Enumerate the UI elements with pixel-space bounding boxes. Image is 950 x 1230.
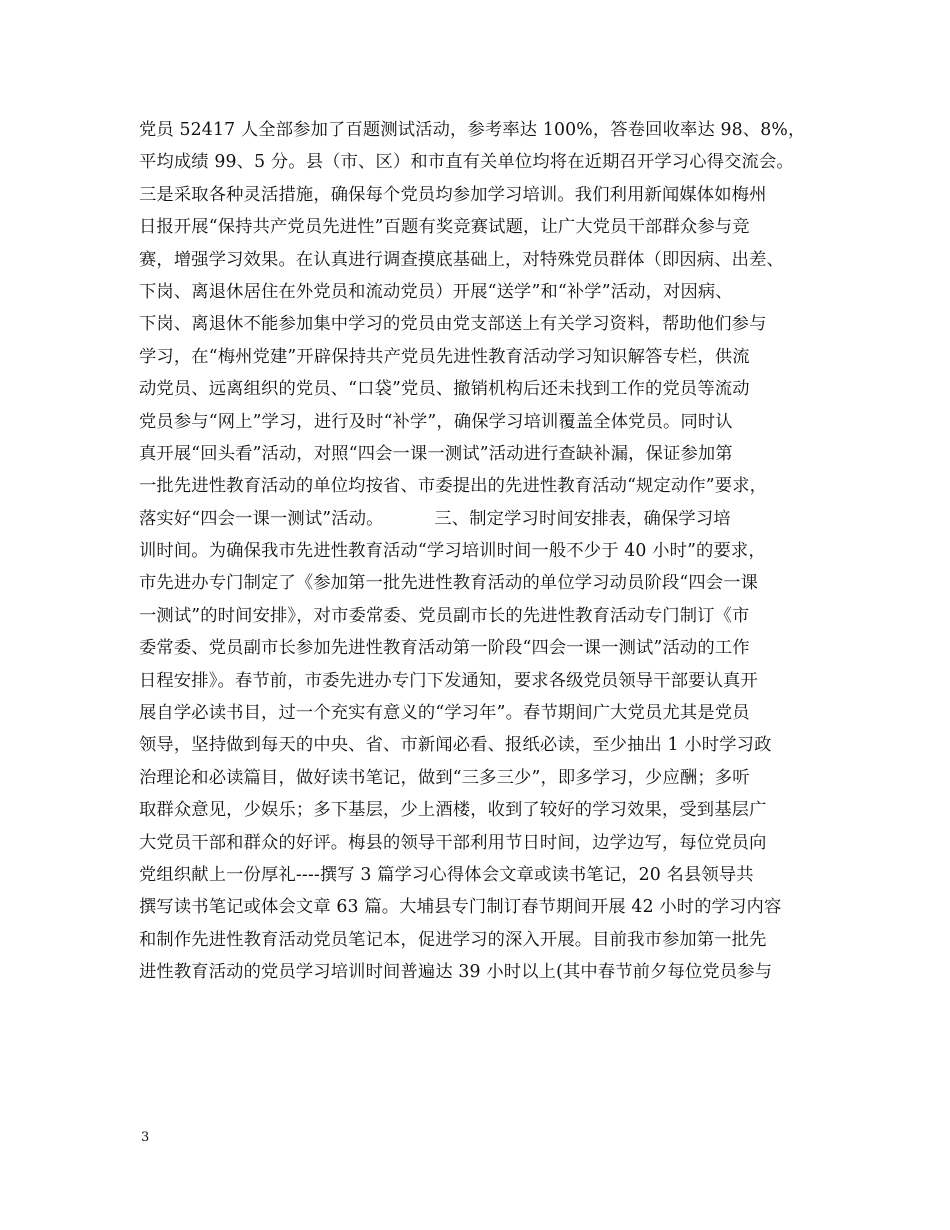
text-line: 学习，在“梅州党建”开辟保持共产党员先进性教育活动学习知识解答专栏，供流 [139, 346, 750, 367]
body-text [139, 114, 829, 989]
text-line: 进性教育活动的党员学习培训时间普遍达 39 小时以上(其中春节前夕每位党员参与 [139, 962, 773, 983]
text-line: 落实好“四会一课一测试”活动。 三、制定学习时间安排表，确保学习培 [139, 508, 731, 529]
text-line: 撰写读书笔记或体会文章 63 篇。大埔县专门制订春节期间开展 42 小时的学习内容 [139, 897, 782, 918]
text-line: 市先进办专门制定了《参加第一批先进性教育活动的单位学习动员阶段“四会一课 [139, 573, 759, 594]
text-line: 党组织献上一份厚礼----撰写 3 篇学习心得体会文章或读书笔记，20 名县领导共 [139, 864, 754, 885]
text-line: 取群众意见，少娱乐；多下基层，少上酒楼，收到了较好的学习效果，受到基层广 [139, 800, 767, 821]
text-line: 一测试”的时间安排》，对市委常委、党员副市长的先进性教育活动专门制订《市 [139, 605, 750, 626]
text-line: 下岗、离退休居住在外党员和流动党员）开展“送学”和“补学”活动，对因病、 [139, 281, 733, 302]
text-line: 和制作先进性教育活动党员笔记本，促进学习的深入开展。目前我市参加第一批先 [139, 929, 767, 950]
text-line: 领导，坚持做到每天的中央、省、市新闻必看、报纸必读，至少抽出 1 小时学习政 [139, 735, 772, 756]
text-line: 真开展“回头看”活动，对照“四会一课一测试”活动进行查缺补漏，保证参加第 [139, 443, 733, 464]
text-line: 大党员干部和群众的好评。梅县的领导干部利用节日时间，边学边写，每位党员向 [139, 832, 767, 853]
text-line: 一批先进性教育活动的单位均按省、市委提出的先进性教育活动“规定动作”要求， [139, 476, 768, 497]
text-line: 平均成绩 99、5 分。县（市、区）和市直有关单位均将在近期召开学习心得交流会。 [139, 152, 794, 173]
page-number: 3 [141, 1130, 150, 1145]
text-line: 训时间。为确保我市先进性教育活动“学习培训时间一般不少于 40 小时”的要求， [139, 541, 766, 562]
text-line: 展自学必读书目，过一个充实有意义的“学习年”。春节期间广大党员尤其是党员 [139, 703, 750, 724]
text-line: 治理论和必读篇目，做好读书笔记，做到“三多三少”，即多学习，少应酬；多听 [139, 767, 750, 788]
text-line: 党员参与“网上”学习，进行及时“补学”，确保学习培训覆盖全体党员。同时认 [139, 411, 733, 432]
text-line: 日程安排》。春节前，市委先进办专门下发通知，要求各级党员领导干部要认真开 [139, 670, 758, 691]
text-line: 委常委、党员副市长参加先进性教育活动第一阶段“四会一课一测试”活动的工作 [139, 638, 750, 659]
text-line: 动党员、远离组织的党员、“口袋”党员、撤销机构后还未找到工作的党员等流动 [139, 379, 750, 400]
text-line: 党员 52417 人全部参加了百题测试活动，参考率达 100%，答卷回收率达 98、8%， [139, 120, 806, 140]
text-line: 下岗、离退休不能参加集中学习的党员由党支部送上有关学习资料，帮助他们参与 [139, 314, 767, 335]
text-line: 赛，增强学习效果。在认真进行调查摸底基础上，对特殊党员群体（即因病、出差、 [139, 249, 784, 270]
text-line: 三是采取各种灵活措施，确保每个党员均参加学习培训。我们利用新闻媒体如梅州 [139, 184, 767, 205]
text-line: 日报开展“保持共产党员先进性”百题有奖竞赛试题，让广大党员干部群众参与竞 [139, 217, 750, 238]
